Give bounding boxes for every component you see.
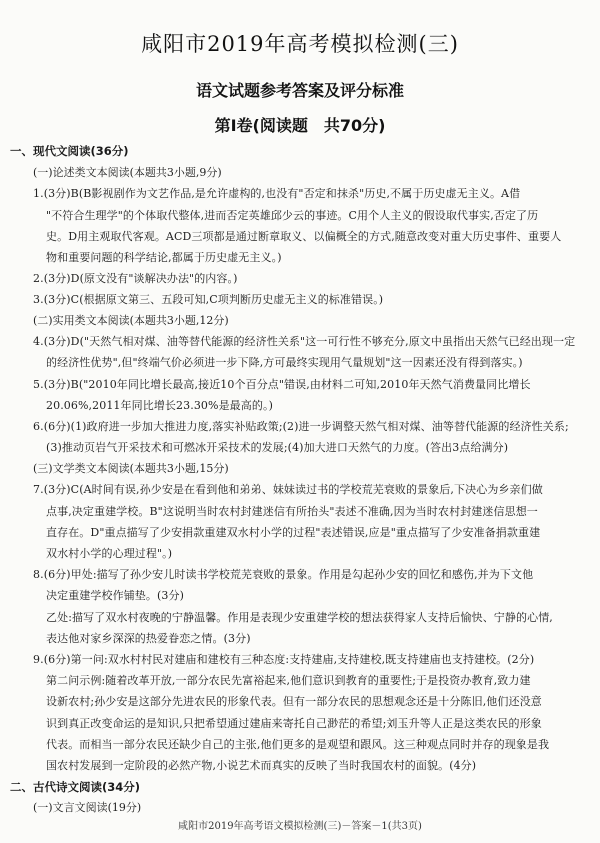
answer-line: 史。D用主观取代客观。ACD三项都是通过断章取义、以偏概全的方式,随意改变对重大历史事件、重要人: [46, 230, 562, 243]
subsection-heading-practical: (二)实用类文本阅读(本题共3小题,12分): [33, 314, 229, 327]
answer-line: 1.(3分)B(B影视剧作为文艺作品,是允许虚构的,也没有"否定和抹杀"历史,不属于历史虚无主义。A借: [33, 187, 521, 200]
answer-line: 识到真正改变命运的是知识,只把希望通过建庙来寄托自己渺茫的希望;刘玉升等人正是这类农民的形象: [46, 717, 542, 730]
section-heading-classical-reading: 二、古代诗文阅读(34分): [10, 780, 141, 794]
answer-line: 的经济性优势",但"终端气价必须进一步下降,方可最终实现用气量规划"这一因素还没有得到落实。): [46, 356, 523, 369]
subsection-heading-literary: (三)文学类文本阅读(本题共3小题,15分): [33, 462, 229, 475]
answer-line: 表达他对家乡深深的热爱眷恋之情。(3分): [46, 632, 251, 645]
answer-line: 代表。而相当一部分农民还缺少自己的主张,他们更多的是观望和跟风。这三种观点同时并存的现象是我: [46, 738, 550, 751]
answer-line: 9.(6分)第一问:双水村村民对建庙和建校有三种态度:支持建庙,支持建校,既支持建庙也支持建校。(2分): [33, 653, 535, 666]
subsection-heading-classical-prose: (一)文言文阅读(19分): [33, 801, 142, 814]
document-title: 咸阳市2019年高考模拟检测(三): [141, 32, 459, 56]
answer-line: 直存在。D"重点描写了少安捐款重建双水村小学的过程"表述错误,应是"重点描写了少安准备捐款重建: [46, 526, 541, 539]
subsection-heading-argumentative: (一)论述类文本阅读(本题共3小题,9分): [33, 166, 222, 179]
answer-line: (3)推动页岩气开采技术和可燃冰开采技术的发展;(4)加大进口天然气的力度。(答出3点给满分): [46, 441, 509, 454]
document-subtitle: 语文试题参考答案及评分标准: [195, 81, 404, 100]
answer-line: 第二问示例:随着改革开放,一部分农民先富裕起来,他们意识到教育的重要性;于是投资办教育,致力建: [46, 674, 531, 687]
answer-line: 国农村发展到一定阶段的必然产物,小说艺术而真实的反映了当时我国农村的面貌。(4分): [46, 759, 477, 772]
answer-line: 点事,决定重建学校。B"这说明当时农村封建迷信有所抬头"表述不准确,因为当时农村封建迷信思想一: [46, 505, 538, 518]
answer-line: 双水村小学的心理过程"。): [46, 547, 173, 560]
answer-q3: 3.(3分)C(根据原文第三、五段可知,C项判断历史虚无主义的标准错误。): [33, 293, 384, 306]
part-heading: 第Ⅰ卷(阅读题 共70分): [214, 116, 386, 135]
answer-line: 6.(6分)(1)政府进一步加大推进力度,落实补贴政策;(2)进一步调整天然气相对煤、油等替代能源的经济性关系;: [33, 420, 569, 433]
answer-line: 决定重建学校作铺垫。(3分): [46, 589, 184, 602]
answer-line: "不符合生理学"的个体取代整体,进而否定英雄邱少云的事迹。C用个人主义的假设取代事实,否定了历: [46, 209, 539, 222]
answer-line: 20.06%,2011年同比增长23.30%是最高的。): [46, 399, 273, 412]
answer-line: 4.(3分)D("天然气相对煤、油等替代能源的经济性关系"这一可行性不够充分,原文中虽指出天然气已经出现一定: [33, 335, 576, 348]
answer-line: 5.(3分)B("2010年同比增长最高,接近10个百分点"错误,由材料二可知,2010年天然气消费量同比增长: [33, 378, 531, 391]
answer-line: 7.(3分)C(A时间有误,孙少安是在看到他和弟弟、妹妹读过书的学校荒芜衰败的景象后,下决心为乡亲们做: [33, 483, 543, 496]
answer-line: 乙处:描写了双水村夜晚的宁静温馨。作用是表现少安重建学校的想法获得家人支持后愉快、宁静的心情,: [46, 611, 553, 624]
answer-line: 物和重要问题的科学结论,都属于历史虚无主义。): [46, 251, 282, 264]
answer-line: 8.(6分)甲处:描写了孙少安儿时读书学校荒芜衰败的景象。作用是勾起孙少安的回忆和感伤,并为下文他: [33, 568, 534, 581]
answer-line: 设新农村;孙少安是这部分先进农民的形象代表。但有一部分农民的思想观念还是十分陈旧,他们还没意: [46, 695, 542, 708]
section-heading-modern-reading: 一、现代文阅读(36分): [10, 144, 129, 158]
answer-q2: 2.(3分)D(原文没有"谈解决办法"的内容。): [33, 272, 238, 285]
page-footer: 咸阳市2019年高考语文模拟检测(三)－答案－1(共3页): [178, 821, 422, 832]
